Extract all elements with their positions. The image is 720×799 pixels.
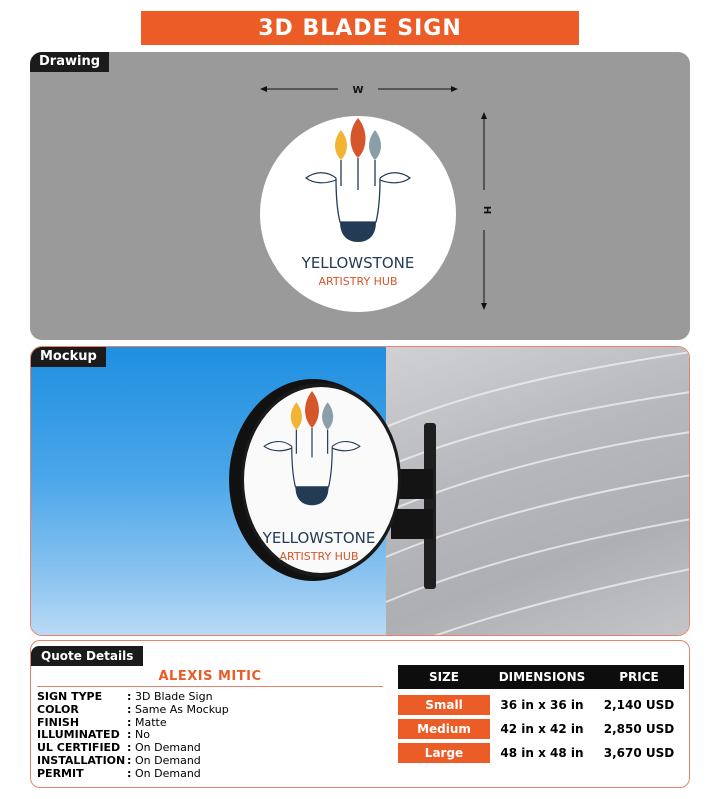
dimensions-cell: 42 in x 42 in — [500, 722, 584, 736]
spec-key: PERMIT — [37, 766, 84, 780]
drawing-canvas — [30, 52, 690, 340]
quote-tag: Quote Details — [31, 646, 143, 666]
spec-value: Matte — [135, 715, 167, 729]
drawing-tag: Drawing — [30, 52, 109, 72]
price-table-header — [398, 665, 684, 689]
mockup-panel — [30, 346, 690, 636]
spec-row: PERMIT : On Demand — [37, 766, 201, 780]
header-dimensions: DIMENSIONS — [498, 670, 586, 684]
spec-value: On Demand — [135, 741, 201, 755]
height-dimension — [481, 112, 492, 310]
spec-row: FINISH : Matte — [37, 715, 167, 729]
mockup-logo-line1: YELLOWSTONE — [262, 529, 376, 547]
logo-line1: YELLOWSTONE — [301, 254, 415, 272]
dimensions-cell: 36 in x 36 in — [500, 698, 584, 712]
mockup-tag: Mockup — [31, 347, 106, 367]
spec-row: INSTALLATION : On Demand — [37, 753, 201, 767]
spec-row: UL CERTIFIED : On Demand — [37, 741, 201, 755]
spec-key: FINISH — [37, 715, 80, 729]
height-label: H — [481, 205, 492, 215]
mockup-logo-line2: ARTISTRY HUB — [279, 550, 359, 563]
spec-key: COLOR — [37, 702, 79, 716]
spec-key: UL CERTIFIED — [37, 741, 121, 755]
header-price: PRICE — [619, 670, 659, 684]
width-label: W — [352, 85, 364, 96]
spec-row: SIGN TYPE : 3D Blade Sign — [37, 690, 213, 703]
mockup-scene — [31, 347, 690, 636]
dimensions-cell: 48 in x 48 in — [500, 746, 584, 760]
spec-value: No — [135, 728, 150, 742]
size-badge: Small — [398, 695, 490, 715]
spec-row: COLOR : Same As Mockup — [37, 702, 229, 716]
price-cell: 3,670 USD — [603, 746, 675, 760]
table-row — [398, 695, 684, 715]
spec-row: ILLUMINATED : No — [37, 728, 150, 742]
spec-value: On Demand — [135, 753, 201, 767]
spec-value: On Demand — [135, 766, 201, 780]
width-dimension — [260, 85, 458, 96]
quote-details — [30, 640, 690, 788]
sign-drawing — [260, 116, 456, 312]
table-row — [398, 743, 684, 763]
spec-list — [37, 691, 229, 781]
client-name: ALEXIS MITIC — [37, 669, 383, 687]
header-size: SIZE — [428, 670, 459, 684]
drawing-panel — [30, 52, 690, 340]
price-cell: 2,140 USD — [603, 698, 675, 712]
spec-value: 3D Blade Sign — [135, 690, 213, 703]
spec-key: ILLUMINATED — [37, 728, 120, 742]
logo-line2: ARTISTRY HUB — [318, 275, 398, 288]
price-table — [398, 665, 684, 763]
price-cell: 2,850 USD — [603, 722, 675, 736]
spec-key: INSTALLATION — [37, 753, 126, 767]
size-badge: Medium — [398, 719, 490, 739]
spec-key: SIGN TYPE — [37, 690, 103, 703]
size-badge: Large — [398, 743, 490, 763]
table-row — [398, 719, 684, 739]
spec-value: Same As Mockup — [135, 702, 229, 716]
page-title: 3D BLADE SIGN — [141, 11, 579, 45]
